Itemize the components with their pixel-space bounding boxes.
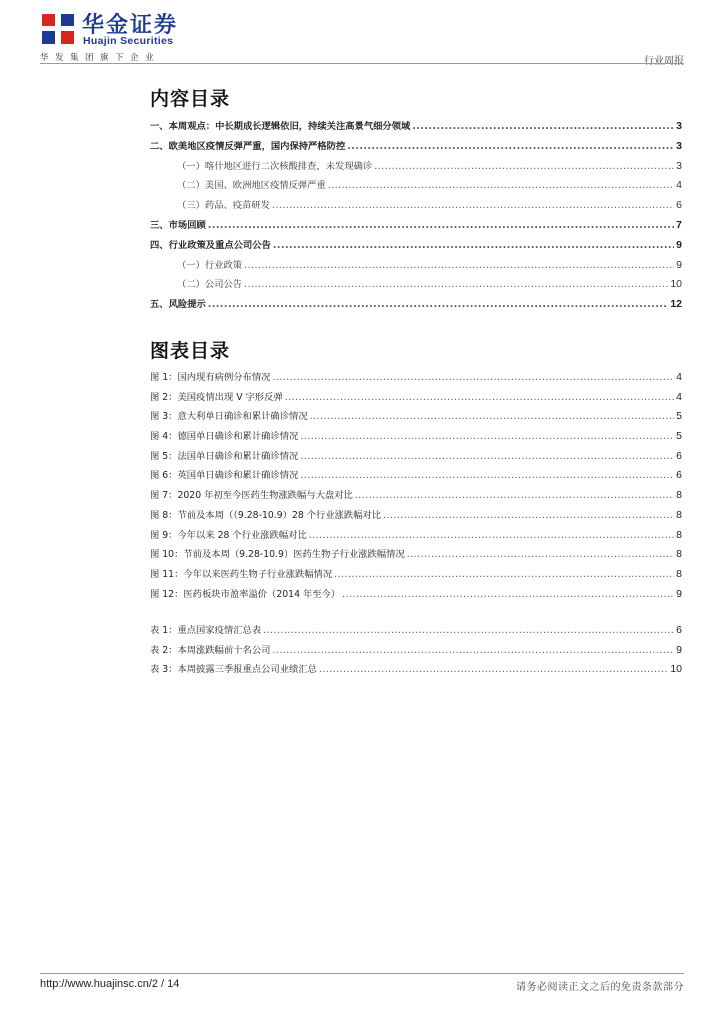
footer-divider (40, 973, 684, 974)
figures-title: 图表目录 (150, 340, 231, 362)
report-type: 行业周报 (644, 56, 684, 67)
toc-title: 内容目录 (150, 88, 231, 110)
toc-entry[interactable]: （二）公司公告 ..... 10 (150, 276, 682, 296)
figure-entry[interactable]: 图 3：意大利单日确诊和累计确诊情况 ..... 5 (150, 408, 682, 428)
footer-disclaimer: 请务必阅读正文之后的免责条款部分 (516, 982, 684, 993)
toc-entry[interactable]: （一）喀什地区进行二次核酸排查，未发现确诊 ..... 3 (150, 158, 682, 178)
toc-list (150, 118, 682, 316)
toc-entry[interactable]: 一、本周观点：中长期成长逻辑依旧，持续关注高景气细分领域 ..... 3 (150, 118, 682, 138)
figure-entry[interactable]: 图 4：德国单日确诊和累计确诊情况 ..... 5 (150, 428, 682, 448)
toc-entry[interactable]: （二）美国、欧洲地区疫情反弹严重 ..... 4 (150, 177, 682, 197)
footer-url-page[interactable]: http://www.huajinsc.cn/2 / 14 (40, 978, 180, 990)
figure-entry[interactable]: 图 12：医药板块市盈率溢价（2014 年至今） ..... 9 (150, 586, 682, 606)
toc-entry[interactable]: 四、行业政策及重点公司公告 ..... 9 (150, 237, 682, 257)
group-tagline: 华发集团旗下企业 (40, 53, 161, 63)
toc-entry[interactable]: 五、风险提示 ..... 12 (150, 296, 682, 316)
table-entry[interactable]: 表 1：重点国家疫情汇总表 ..... 6 (150, 622, 682, 642)
toc-entry[interactable]: 三、市场回顾 ..... 7 (150, 217, 682, 237)
toc-entry[interactable]: （一）行业政策 ..... 9 (150, 257, 682, 277)
figure-entry[interactable]: 图 7：2020 年初至今医药生物涨跌幅与大盘对比 ..... 8 (150, 487, 682, 507)
brand-name-en: Huajin Securities (83, 35, 174, 47)
figure-entry[interactable]: 图 8：节前及本周（（9.28-10.9）28 个行业涨跌幅对比 ..... 8 (150, 507, 682, 527)
figure-entry[interactable]: 图 10：节前及本周（9.28-10.9）医药生物子行业涨跌幅情况 ..... 8 (150, 546, 682, 566)
figure-list (150, 369, 682, 605)
huajin-logo-icon (40, 10, 76, 46)
brand-name-cn: 华金证券 (82, 13, 179, 38)
figure-entry[interactable]: 图 5：法国单日确诊和累计确诊情况 ..... 6 (150, 448, 682, 468)
figure-entry[interactable]: 图 1：国内现有病例分布情况 ..... 4 (150, 369, 682, 389)
figure-entry[interactable]: 图 2：美国疫情出现 V 字形反弹 ..... 4 (150, 389, 682, 409)
page-header (40, 8, 684, 67)
table-entry[interactable]: 表 3：本周披露三季报重点公司业绩汇总 ..... 10 (150, 661, 682, 681)
toc-entry[interactable]: 二、欧美地区疫情反弹严重，国内保持严格防控 ..... 3 (150, 138, 682, 158)
header-divider (40, 63, 684, 64)
figure-entry[interactable]: 图 11：今年以来医药生物子行业涨跌幅情况 ..... 8 (150, 566, 682, 586)
figure-entry[interactable]: 图 9：今年以来 28 个行业涨跌幅对比 ..... 8 (150, 527, 682, 547)
toc-entry[interactable]: （三）药品、疫苗研发 ..... 6 (150, 197, 682, 217)
table-entry[interactable]: 表 2：本周涨跌幅前十名公司 ..... 9 (150, 642, 682, 662)
figure-entry[interactable]: 图 6：英国单日确诊和累计确诊情况 ..... 6 (150, 467, 682, 487)
table-list (150, 622, 682, 681)
